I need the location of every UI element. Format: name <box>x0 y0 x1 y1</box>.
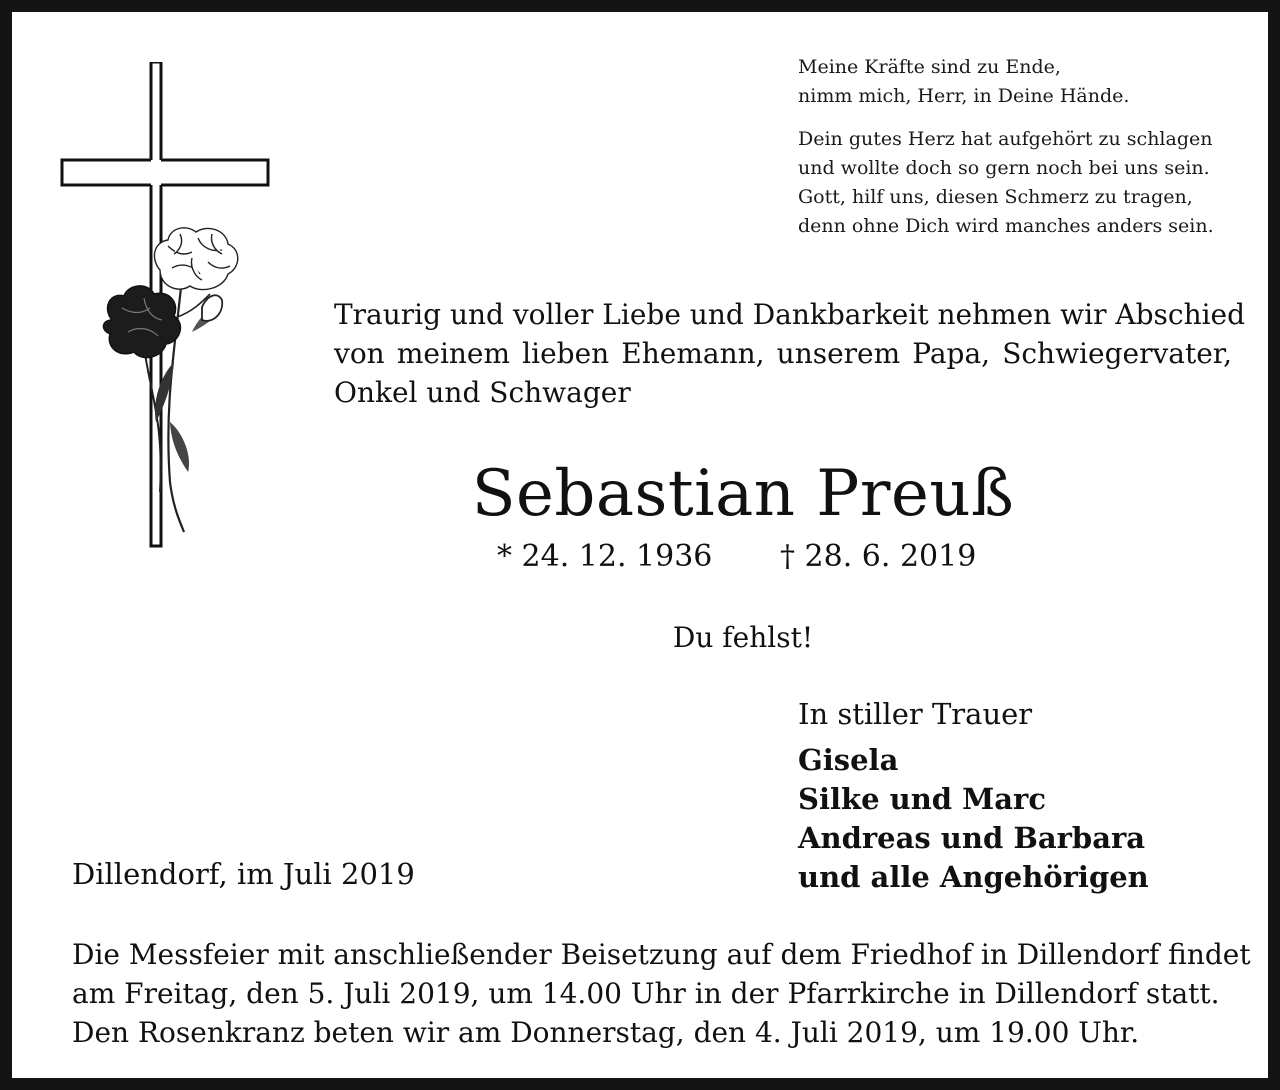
place-date: Dillendorf, im Juli 2019 <box>72 857 415 891</box>
service-line: Die Messfeier mit anschließender Beisetzung auf dem Friedhof in Dillendorf findet <box>72 938 1251 971</box>
poem-line: Dein gutes Herz hat aufgehört zu schlagen <box>798 128 1213 150</box>
cross-with-flowers-icon <box>52 62 292 572</box>
poem-stanza-2 <box>798 125 1258 241</box>
poem-line: und wollte doch so gern noch bei uns sein. <box>798 157 1210 179</box>
mourner: Andreas und Barbara <box>798 821 1146 855</box>
service-info <box>72 935 1251 1052</box>
mourner: und alle Angehörigen <box>798 860 1149 894</box>
mourners-list <box>798 741 1149 897</box>
poem-line: Gott, hilf uns, diesen Schmerz zu tragen, <box>798 186 1193 208</box>
intro-line: von meinem lieben Ehemann, unserem Papa, Schwiegervater, <box>334 337 1232 370</box>
service-line: am Freitag, den 5. Juli 2019, um 14.00 Uhr in der Pfarrkirche in Dillendorf statt. <box>72 977 1220 1010</box>
service-line: Den Rosenkranz beten wir am Donnerstag, den 4. Juli 2019, um 19.00 Uhr. <box>72 1016 1140 1049</box>
poem-line: Meine Kräfte sind zu Ende, <box>798 56 1061 78</box>
mourner: Gisela <box>798 743 899 777</box>
poem-stanza-1 <box>798 53 1258 111</box>
birth-date: * 24. 12. 1936 <box>497 539 713 574</box>
intro-line: Traurig und voller Liebe und Dankbarkeit nehmen wir Abschied <box>334 298 1246 331</box>
death-date: † 28. 6. 2019 <box>780 539 977 574</box>
message: Du fehlst! <box>672 621 814 654</box>
deceased-name: Sebastian Preuß <box>471 457 1015 531</box>
intro-text <box>334 295 1246 412</box>
obituary-card <box>12 12 1268 1078</box>
poem-line: denn ohne Dich wird manches anders sein. <box>798 215 1214 237</box>
poem-line: nimm mich, Herr, in Deine Hände. <box>798 85 1130 107</box>
intro-line: Onkel und Schwager <box>334 376 631 409</box>
mourner: Silke und Marc <box>798 782 1046 816</box>
mourning-label: In stiller Trauer <box>798 697 1033 731</box>
